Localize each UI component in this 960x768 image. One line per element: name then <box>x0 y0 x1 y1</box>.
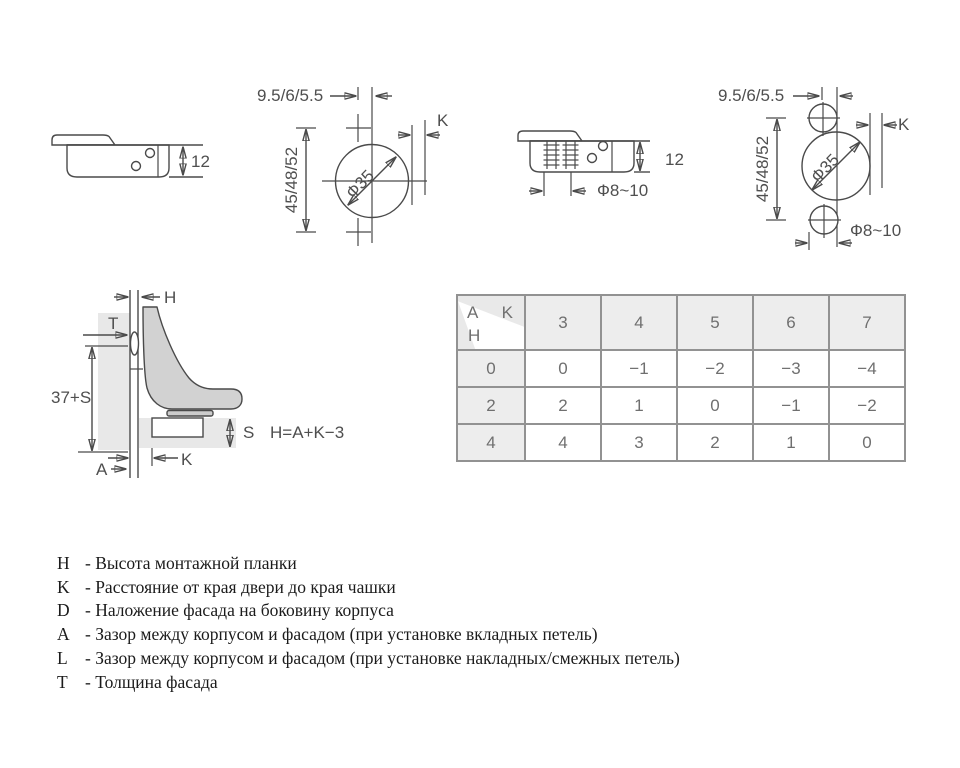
legend-description: - Высота монтажной планки <box>85 553 297 573</box>
legend-description: - Расстояние от края двери до края чашки <box>85 576 396 597</box>
edge-distance-label: K <box>898 115 910 134</box>
table-cell: −4 <box>829 350 905 387</box>
table-row <box>457 350 905 387</box>
hinge-cup-body <box>530 141 634 172</box>
row-header: 4 <box>457 424 525 461</box>
table-header-row <box>457 295 905 350</box>
dowel-diameter-label: Ф8~10 <box>597 181 649 200</box>
legend-description: - Зазор между корпусом и фасадом (при установке вкладных петель) <box>85 624 598 645</box>
legend-description: - Толщина фасада <box>85 671 218 692</box>
legend-description: - Наложение фасада на боковину корпуса <box>85 600 394 621</box>
legend-letter: A <box>57 624 70 645</box>
legend-letter: T <box>57 671 68 692</box>
cup-diameter-label: Ф35 <box>807 150 843 187</box>
door-panel <box>98 313 130 450</box>
screw-hole <box>588 154 597 163</box>
legend-item <box>57 552 680 576</box>
cup-flange <box>167 411 213 417</box>
hinge-cam <box>131 332 139 355</box>
depth-dimension-label: 12 <box>665 150 684 169</box>
column-header: 7 <box>829 295 905 350</box>
legend-letter: H <box>57 553 70 573</box>
screw-hole <box>146 149 155 158</box>
screw-hole <box>599 142 608 151</box>
plate-height-label: H <box>164 288 177 307</box>
corner-label-k: K <box>501 303 513 322</box>
column-header: 4 <box>601 295 677 350</box>
corner-label-a: A <box>467 303 479 322</box>
gap-label: A <box>96 460 108 479</box>
edge-distance-label: K <box>437 111 449 130</box>
cup-diameter-label: Ф35 <box>342 166 378 203</box>
legend-letter: L <box>57 647 68 668</box>
table-corner-cell <box>457 295 525 350</box>
table-cell: −2 <box>829 387 905 424</box>
plate-position-label: 37+S <box>51 388 92 407</box>
legend-letter: D <box>57 600 70 621</box>
adjustment-table <box>456 294 906 462</box>
table-cell: 4 <box>525 424 601 461</box>
hinge-flange <box>52 135 115 145</box>
legend-item <box>57 576 680 600</box>
legend-description: - Зазор между корпусом и фасадом (при установке накладных/смежных петель) <box>85 647 680 668</box>
table-cell: −2 <box>677 350 753 387</box>
table-cell: 1 <box>601 387 677 424</box>
table-cell: 2 <box>525 387 601 424</box>
row-header: 2 <box>457 387 525 424</box>
panel-thickness-label: S <box>243 423 255 442</box>
table-cell: −3 <box>753 350 829 387</box>
legend-item <box>57 599 680 623</box>
legend <box>57 552 680 694</box>
screw-hole <box>132 162 141 171</box>
table-cell: −1 <box>601 350 677 387</box>
cross-section-drawing <box>50 282 370 497</box>
table-row <box>457 387 905 424</box>
legend-item <box>57 623 680 647</box>
thickness-label: T <box>108 314 119 333</box>
offset-dimension-label: 9.5/6/5.5 <box>718 86 785 105</box>
drill-pattern-plain-drawing <box>250 80 475 285</box>
height-formula: H=A+K−3 <box>270 423 345 442</box>
dowel-diameter-label: Ф8~10 <box>850 221 902 240</box>
legend-letter: K <box>57 576 70 597</box>
column-header: 6 <box>753 295 829 350</box>
hinge-side-view-dowel-drawing <box>500 110 720 210</box>
depth-dimension-label: 12 <box>191 152 210 171</box>
hinge-arm <box>143 307 242 409</box>
table-cell: 0 <box>525 350 601 387</box>
table-cell: −1 <box>753 387 829 424</box>
spacing-dimension-label: 45/48/52 <box>282 146 301 214</box>
legend-item <box>57 671 680 695</box>
row-header: 0 <box>457 350 525 387</box>
legend-item <box>57 647 680 671</box>
column-header: 3 <box>525 295 601 350</box>
hinge-side-view-plain-drawing <box>40 110 260 220</box>
corner-label-h: H <box>468 326 481 345</box>
table-cell: 0 <box>677 387 753 424</box>
spacing-dimension-label: 45/48/52 <box>753 135 772 203</box>
table-row <box>457 424 905 461</box>
edge-distance-label: K <box>181 450 193 469</box>
table-cell: 1 <box>753 424 829 461</box>
table-cell: 2 <box>677 424 753 461</box>
cup-in-panel <box>152 418 203 437</box>
drill-pattern-dowel-drawing <box>700 80 950 280</box>
column-header: 5 <box>677 295 753 350</box>
table-cell: 0 <box>829 424 905 461</box>
table-cell: 3 <box>601 424 677 461</box>
hinge-flange <box>518 131 582 141</box>
offset-dimension-label: 9.5/6/5.5 <box>257 86 324 105</box>
